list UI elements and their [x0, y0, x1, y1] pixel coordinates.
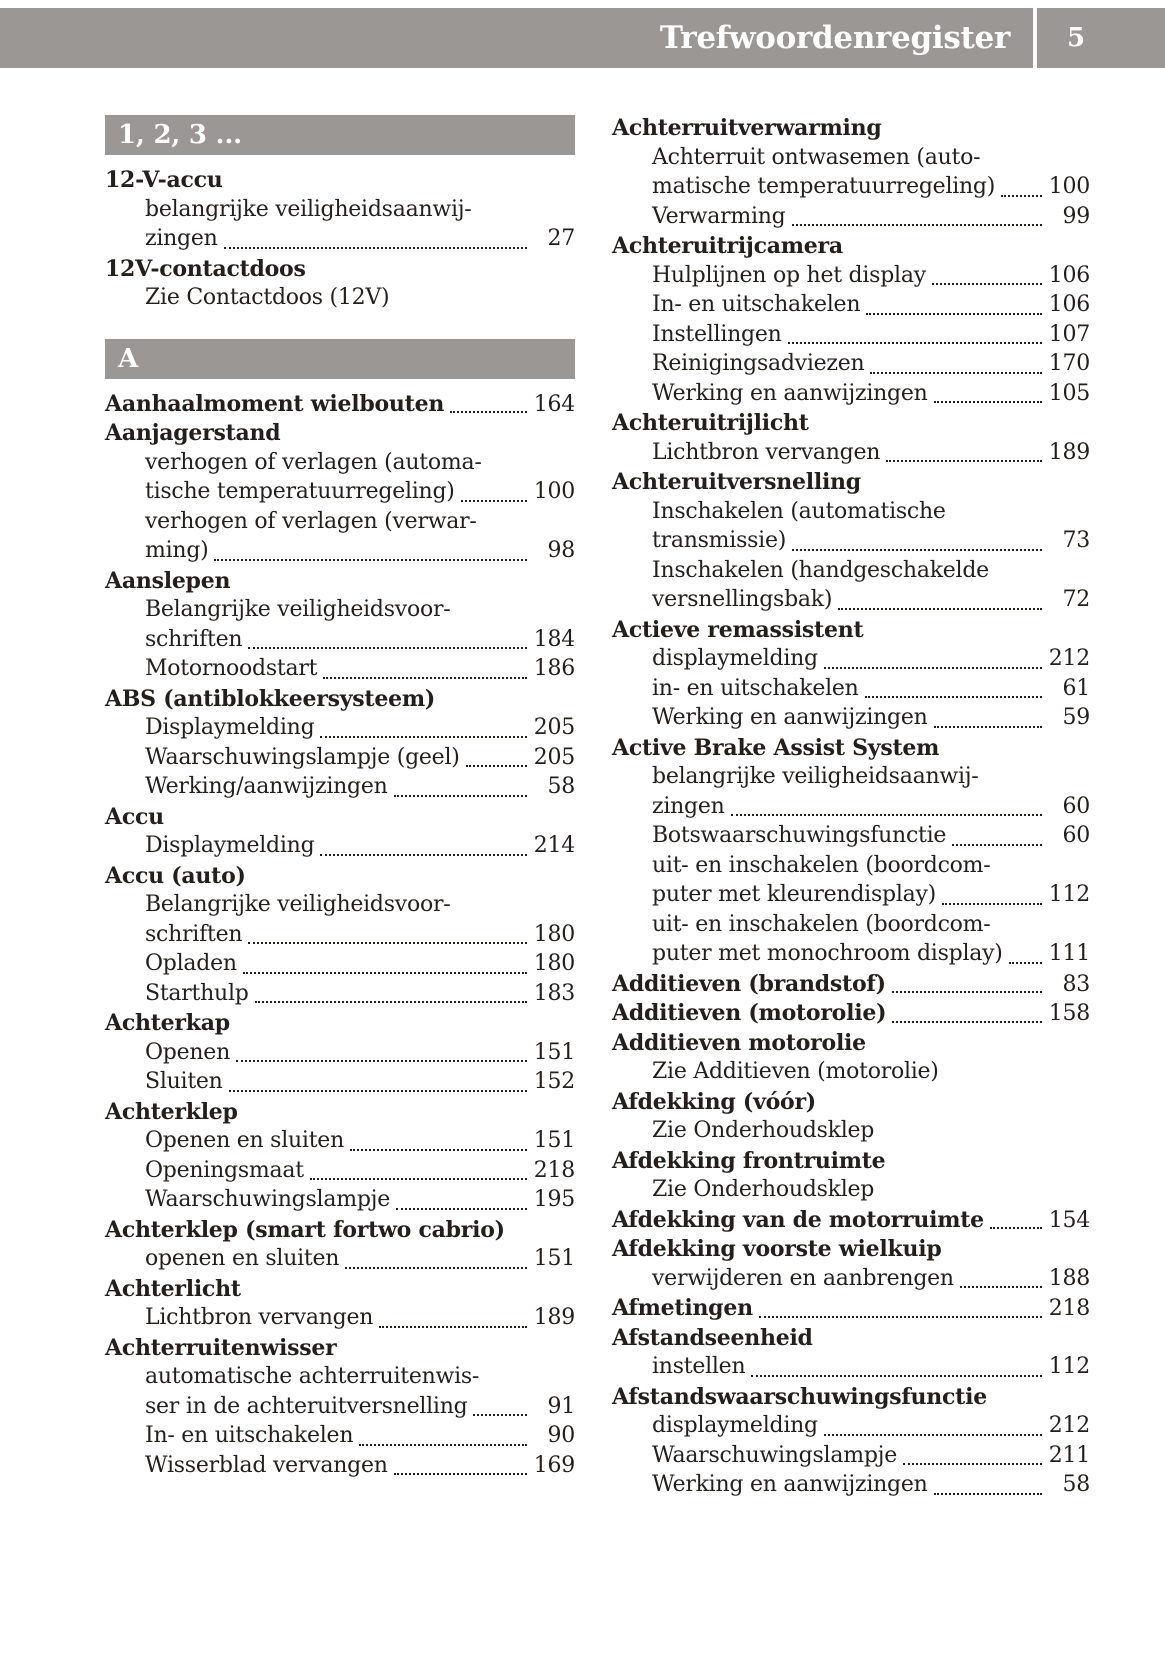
page-ref: 205 — [533, 715, 575, 740]
page-ref: 106 — [1048, 292, 1090, 317]
index-sub-row — [105, 285, 575, 315]
index-entry-text: Achterruitenwisser — [105, 1334, 337, 1361]
index-entry-text: Opladen — [145, 951, 237, 976]
header-title-area — [0, 8, 1033, 68]
page-header — [0, 8, 1165, 68]
index-entry-text: Afdekking frontruimte — [612, 1147, 886, 1174]
index-term-row — [105, 863, 575, 893]
index-term-row — [105, 1010, 575, 1040]
index-sub-row — [612, 322, 1090, 352]
page-ref: 61 — [1062, 675, 1090, 701]
dot-leader — [934, 726, 1042, 728]
index-term-row — [105, 256, 575, 286]
index-entry-text: Waarschuwingslampje (geel) — [145, 744, 460, 770]
index-entry-text: ABS (antiblokkeersysteem) — [105, 685, 436, 712]
index-entry-text: ming) — [145, 538, 209, 563]
index-entry-text: Achteruitversnelling — [612, 469, 861, 495]
index-entry-text: tische temperatuurregeling) — [145, 479, 455, 504]
index-term-row — [105, 1099, 575, 1129]
page-ref: 169 — [533, 1452, 575, 1478]
index-entry-text: Aanjagerstand — [105, 420, 281, 446]
index-term-row — [612, 971, 1090, 1001]
index-entry-text: Aanhaalmoment wielbouten — [105, 390, 445, 417]
index-sub-row — [612, 145, 1090, 175]
index-sub-row — [612, 440, 1090, 470]
index-sub-row — [105, 1187, 575, 1217]
dot-leader — [866, 313, 1042, 315]
page-ref: 106 — [1048, 262, 1090, 288]
index-entry-text: Afdekking van de motorruimte — [612, 1206, 984, 1233]
dot-leader — [394, 1473, 527, 1475]
index-entry-text: Reinigingsadviezen — [652, 351, 865, 376]
page-ref: 151 — [533, 1128, 575, 1153]
page-ref: 100 — [533, 479, 575, 504]
index-entry-text: 12-V-accu — [105, 167, 223, 193]
index-sub-row — [612, 764, 1090, 794]
index-entry-text: Waarschuwingslampje — [145, 1187, 390, 1212]
index-sub-row — [612, 351, 1090, 381]
index-term-row — [612, 410, 1090, 440]
index-column-left — [105, 115, 575, 1502]
index-entry-text: Werking en aanwijzingen — [652, 705, 928, 730]
dot-leader — [759, 1316, 1042, 1318]
page-ref: 59 — [1062, 705, 1090, 730]
index-entry-text: Sluiten — [145, 1069, 223, 1094]
index-entry-text: Inschakelen (handgeschakelde — [652, 557, 989, 583]
index-entry-text: puter met monochroom display) — [652, 941, 1003, 966]
index-sub-row — [105, 1128, 575, 1158]
index-term-row — [105, 420, 575, 450]
index-entry-text: instellen — [652, 1354, 746, 1379]
index-entry-text: Achterruit ontwasemen (auto- — [652, 144, 981, 170]
index-term-row — [105, 804, 575, 834]
index-sub-row — [105, 450, 575, 480]
index-entry-text: Afstandseenheid — [612, 1324, 813, 1351]
page-ref: 151 — [533, 1039, 575, 1065]
page-ref: 60 — [1062, 793, 1090, 819]
index-sub-row — [105, 1040, 575, 1070]
dot-leader — [359, 1444, 527, 1446]
index-sub-row — [612, 292, 1090, 322]
page-ref: 91 — [547, 1393, 575, 1419]
index-sub-row — [105, 1158, 575, 1188]
page-ref: 154 — [1048, 1207, 1090, 1233]
index-entry-text: Wisserblad vervangen — [145, 1452, 388, 1478]
page-ref: 180 — [533, 921, 575, 947]
index-term-row — [612, 1207, 1090, 1237]
index-entry-text: puter met kleurendisplay) — [652, 882, 937, 907]
index-entry-text: belangrijke veiligheidsaanwij- — [145, 196, 472, 222]
index-sub-row — [105, 1364, 575, 1394]
index-sub-row — [105, 1394, 575, 1424]
dot-leader — [1001, 195, 1042, 197]
index-sub-row — [612, 1472, 1090, 1502]
page-ref: 152 — [533, 1069, 575, 1094]
index-entry-text: Displaymelding — [145, 833, 315, 858]
index-entry-text: In- en uitschakelen — [145, 1423, 354, 1448]
dot-leader — [248, 647, 527, 649]
index-sub-row — [612, 646, 1090, 676]
index-entry-text: verhogen of verlagen (automa- — [145, 449, 482, 475]
index-entry-text: Botswaarschuwingsfunctie — [652, 823, 947, 848]
index-sub-row — [105, 922, 575, 952]
index-term-row — [612, 1236, 1090, 1266]
dot-leader — [824, 1434, 1042, 1436]
index-sub-row — [105, 715, 575, 745]
index-entry-text: Achterlicht — [105, 1275, 241, 1302]
index-sub-row — [105, 951, 575, 981]
index-term-row — [612, 469, 1090, 499]
header-page-number-box — [1037, 8, 1165, 68]
index-entry-text: zingen — [145, 226, 218, 251]
index-sub-row — [612, 1118, 1090, 1148]
dot-leader — [952, 844, 1042, 846]
index-entry-text: belangrijke veiligheidsaanwij- — [652, 764, 979, 789]
index-entry-text: Achterruitverwarming — [612, 115, 882, 141]
index-sub-row — [105, 1453, 575, 1483]
index-entry-text: Inschakelen (automatische — [652, 498, 946, 524]
index-sub-row — [105, 1305, 575, 1335]
page-ref: 188 — [1048, 1265, 1090, 1291]
index-term-row — [105, 1335, 575, 1365]
dot-leader — [824, 667, 1042, 669]
dot-leader — [396, 1208, 527, 1210]
page-ref: 212 — [1048, 646, 1090, 671]
page-ref: 73 — [1062, 528, 1090, 553]
index-sub-row — [105, 656, 575, 686]
index-entry-text: Afdekking voorste wielkuip — [612, 1236, 942, 1262]
page-ref: 72 — [1062, 587, 1090, 612]
page-ref: 100 — [1048, 174, 1090, 199]
index-entry-text: Accu — [105, 803, 164, 830]
index-sub-row — [612, 853, 1090, 883]
dot-leader — [345, 1267, 527, 1269]
section-header-label: A — [118, 343, 138, 374]
index-entry-text: Belangrijke veiligheidsvoor- — [145, 892, 451, 917]
index-entry-text: verwijderen en aanbrengen — [652, 1265, 954, 1291]
index-entry-text: Lichtbron vervangen — [145, 1305, 374, 1330]
page-ref: 27 — [547, 226, 575, 251]
index-sub-row — [612, 676, 1090, 706]
dot-leader — [229, 1090, 527, 1092]
dot-leader — [942, 903, 1042, 905]
index-sub-row — [612, 263, 1090, 293]
index-term-row — [612, 233, 1090, 263]
index-entry-text: Achteruitrijcamera — [612, 233, 843, 259]
index-columns — [105, 115, 1165, 1502]
dot-leader — [903, 1463, 1042, 1465]
page-ref: 151 — [533, 1246, 575, 1271]
index-entry-text: Additieven (brandstof) — [612, 970, 886, 997]
index-term-row — [105, 1217, 575, 1247]
index-entry-text: Displaymelding — [145, 715, 315, 740]
dot-leader — [320, 854, 527, 856]
dot-leader — [788, 342, 1042, 344]
index-entry-text: Achterklep (smart fortwo cabrio) — [105, 1216, 505, 1243]
dot-leader — [990, 1227, 1042, 1229]
index-sub-row — [612, 1266, 1090, 1296]
index-sub-row — [612, 823, 1090, 853]
page-ref: 164 — [533, 391, 575, 417]
index-term-row — [612, 735, 1090, 765]
page-ref: 212 — [1048, 1413, 1090, 1438]
index-entry-text: Starthulp — [145, 980, 249, 1006]
page-ref: 105 — [1048, 380, 1090, 406]
dot-leader — [243, 972, 527, 974]
dot-leader — [865, 696, 1042, 698]
index-sub-row — [612, 1177, 1090, 1207]
index-term-row — [612, 1384, 1090, 1414]
index-sub-row — [105, 1069, 575, 1099]
index-sub-row — [612, 941, 1090, 971]
index-term-row — [105, 568, 575, 598]
index-sub-row — [105, 226, 575, 256]
index-entry-text: Openingsmaat — [145, 1157, 304, 1183]
dot-leader — [214, 559, 527, 561]
index-term-row — [105, 686, 575, 716]
index-entry-text: Instellingen — [652, 321, 782, 347]
page-ref: 186 — [533, 656, 575, 681]
index-sub-row — [105, 627, 575, 657]
index-entry-text: Zie Onderhoudsklep — [652, 1177, 875, 1202]
dot-leader — [1009, 962, 1042, 964]
index-sub-row — [105, 1246, 575, 1276]
page-ref: 183 — [533, 980, 575, 1006]
index-entry-text: Additieven (motorolie) — [612, 1000, 887, 1026]
dot-leader — [792, 224, 1042, 226]
section-header — [105, 339, 575, 379]
page-ref: 83 — [1062, 971, 1090, 997]
index-entry-text: schriften — [145, 921, 243, 947]
index-sub-row — [612, 705, 1090, 735]
page-ref: 184 — [533, 626, 575, 652]
index-entry-text: verhogen of verlagen (verwar- — [145, 508, 477, 534]
page-ref: 111 — [1048, 941, 1090, 966]
page-ref: 60 — [1062, 823, 1090, 848]
index-sub-row — [105, 892, 575, 922]
index-entry-text: displaymelding — [652, 646, 818, 671]
page-ref: 158 — [1048, 1001, 1090, 1026]
index-entry-text: Openen — [145, 1039, 230, 1065]
dot-leader — [310, 1178, 527, 1180]
index-sub-row — [105, 479, 575, 509]
index-sub-row — [105, 981, 575, 1011]
dot-leader — [323, 677, 527, 679]
page-ref: 58 — [547, 774, 575, 799]
index-term-row — [612, 617, 1090, 647]
index-term-row — [612, 115, 1090, 145]
index-sub-row — [105, 597, 575, 627]
page-ref: 214 — [533, 833, 575, 858]
index-entry-text: automatische achterruitenwis- — [145, 1364, 480, 1389]
index-entry-text: Accu (auto) — [105, 862, 246, 889]
dot-leader — [892, 1021, 1042, 1023]
dot-leader — [960, 1286, 1042, 1288]
section-header-label: 1, 2, 3 ... — [118, 120, 242, 150]
page-ref: 98 — [547, 538, 575, 563]
page-ref: 112 — [1048, 1354, 1090, 1379]
index-term-row — [612, 1089, 1090, 1119]
page-ref: 218 — [1048, 1296, 1090, 1321]
index-column-right — [612, 115, 1090, 1502]
page-ref: 180 — [533, 951, 575, 976]
index-sub-row — [612, 499, 1090, 529]
index-entry-text: In- en uitschakelen — [652, 292, 861, 317]
dot-leader — [466, 765, 527, 767]
dot-leader — [350, 1149, 527, 1151]
index-term-row — [105, 167, 575, 197]
index-sub-row — [105, 509, 575, 539]
dot-leader — [932, 283, 1042, 285]
dot-leader — [934, 401, 1042, 403]
dot-leader — [224, 247, 527, 249]
index-entry-text: in- en uitschakelen — [652, 675, 859, 701]
index-sub-row — [612, 1059, 1090, 1089]
index-entry-text: Active Brake Assist System — [612, 734, 940, 761]
page-ref: 205 — [533, 744, 575, 770]
index-sub-row — [612, 528, 1090, 558]
index-sub-row — [105, 833, 575, 863]
index-entry-text: Achterklep — [105, 1098, 238, 1125]
index-entry-text: Openen en sluiten — [145, 1128, 344, 1153]
index-entry-text: Werking en aanwijzingen — [652, 380, 928, 406]
dot-leader — [450, 411, 527, 413]
dot-leader — [248, 942, 527, 944]
index-sub-row — [612, 174, 1090, 204]
page-ref: 112 — [1048, 882, 1090, 907]
index-term-row — [612, 1325, 1090, 1355]
index-sub-row — [612, 794, 1090, 824]
page-ref: 170 — [1048, 351, 1090, 376]
dot-leader — [934, 1493, 1042, 1495]
index-sub-row — [612, 882, 1090, 912]
index-entry-text: Afstandswaarschuwingsfunctie — [612, 1383, 987, 1410]
index-entry-text: schriften — [145, 626, 243, 652]
dot-leader — [870, 372, 1042, 374]
index-entry-text: Zie Onderhoudsklep — [652, 1118, 875, 1143]
index-sub-row — [612, 204, 1090, 234]
index-entry-text: Belangrijke veiligheidsvoor- — [145, 597, 451, 622]
index-term-row — [105, 391, 575, 421]
index-entry-text: Hulplijnen op het display — [652, 262, 926, 288]
index-sub-row — [612, 587, 1090, 617]
index-entry-text: displaymelding — [652, 1413, 818, 1438]
page-ref: 189 — [1048, 439, 1090, 465]
index-entry-text: Lichtbron vervangen — [652, 439, 881, 465]
index-entry-text: Motornoodstart — [145, 656, 318, 681]
index-entry-text: Afmetingen — [612, 1295, 753, 1321]
index-sub-row — [612, 1354, 1090, 1384]
index-entry-text: Werking/aanwijzingen — [145, 774, 388, 799]
dot-leader — [792, 549, 1042, 551]
page-ref: 90 — [547, 1423, 575, 1448]
dot-leader — [320, 736, 527, 738]
index-sub-row — [105, 538, 575, 568]
index-term-row — [105, 1276, 575, 1306]
index-sub-row — [612, 912, 1090, 942]
page-ref: 189 — [533, 1305, 575, 1330]
dot-leader — [461, 500, 527, 502]
index-entry-text: zingen — [652, 793, 725, 819]
dot-leader — [236, 1060, 527, 1062]
page-number: 5 — [1067, 23, 1086, 53]
index-entry-text: matische temperatuurregeling) — [652, 174, 996, 199]
index-term-row — [612, 1148, 1090, 1178]
index-entry-text: Additieven motorolie — [612, 1029, 866, 1056]
index-entry-text: Afdekking (vóór) — [612, 1088, 816, 1115]
index-entry-text: openen en sluiten — [145, 1246, 340, 1271]
index-sub-row — [612, 381, 1090, 411]
page-ref: 58 — [1062, 1472, 1090, 1497]
index-entry-text: uit- en inschakelen (boordcom- — [652, 911, 991, 937]
index-entry-text: Verwarming — [652, 203, 786, 229]
index-entry-text: Waarschuwingslampje — [652, 1442, 897, 1468]
index-term-row — [612, 1000, 1090, 1030]
page-ref: 211 — [1048, 1442, 1090, 1468]
page-ref: 195 — [533, 1187, 575, 1212]
dot-leader — [751, 1375, 1042, 1377]
dot-leader — [473, 1414, 527, 1416]
index-term-row — [612, 1295, 1090, 1325]
page-title: Trefwoordenregister — [659, 20, 1010, 56]
page-ref: 218 — [533, 1157, 575, 1183]
index-entry-text: uit- en inschakelen (boordcom- — [652, 852, 991, 878]
index-entry-text: ser in de achteruitversnelling — [145, 1393, 468, 1419]
dot-leader — [731, 814, 1042, 816]
index-entry-text: Aanslepen — [105, 567, 231, 594]
dot-leader — [892, 991, 1042, 993]
index-entry-text: versnellingsbak) — [652, 587, 833, 612]
index-sub-row — [105, 197, 575, 227]
index-entry-text: Werking en aanwijzingen — [652, 1472, 928, 1497]
index-entry-text: Zie Additieven (motorolie) — [652, 1059, 939, 1084]
index-entry-text: Achteruitrijlicht — [612, 410, 809, 436]
dot-leader — [255, 1001, 527, 1003]
page-ref: 107 — [1048, 321, 1090, 347]
index-sub-row — [105, 774, 575, 804]
index-entry-text: transmissie) — [652, 528, 787, 553]
dot-leader — [838, 608, 1042, 610]
index-sub-row — [105, 745, 575, 775]
index-sub-row — [612, 1443, 1090, 1473]
index-term-row — [612, 1030, 1090, 1060]
index-entry-text: Zie Contactdoos (12V) — [145, 285, 390, 310]
index-sub-row — [612, 1413, 1090, 1443]
index-entry-text: 12V-contactdoos — [105, 255, 306, 282]
dot-leader — [379, 1326, 527, 1328]
dot-leader — [394, 795, 527, 797]
index-entry-text: Achterkap — [105, 1010, 230, 1036]
index-sub-row — [612, 558, 1090, 588]
index-sub-row — [105, 1423, 575, 1453]
section-header — [105, 115, 575, 155]
dot-leader — [886, 460, 1042, 462]
index-entry-text: Actieve remassistent — [612, 616, 864, 643]
page-ref: 99 — [1062, 203, 1090, 229]
